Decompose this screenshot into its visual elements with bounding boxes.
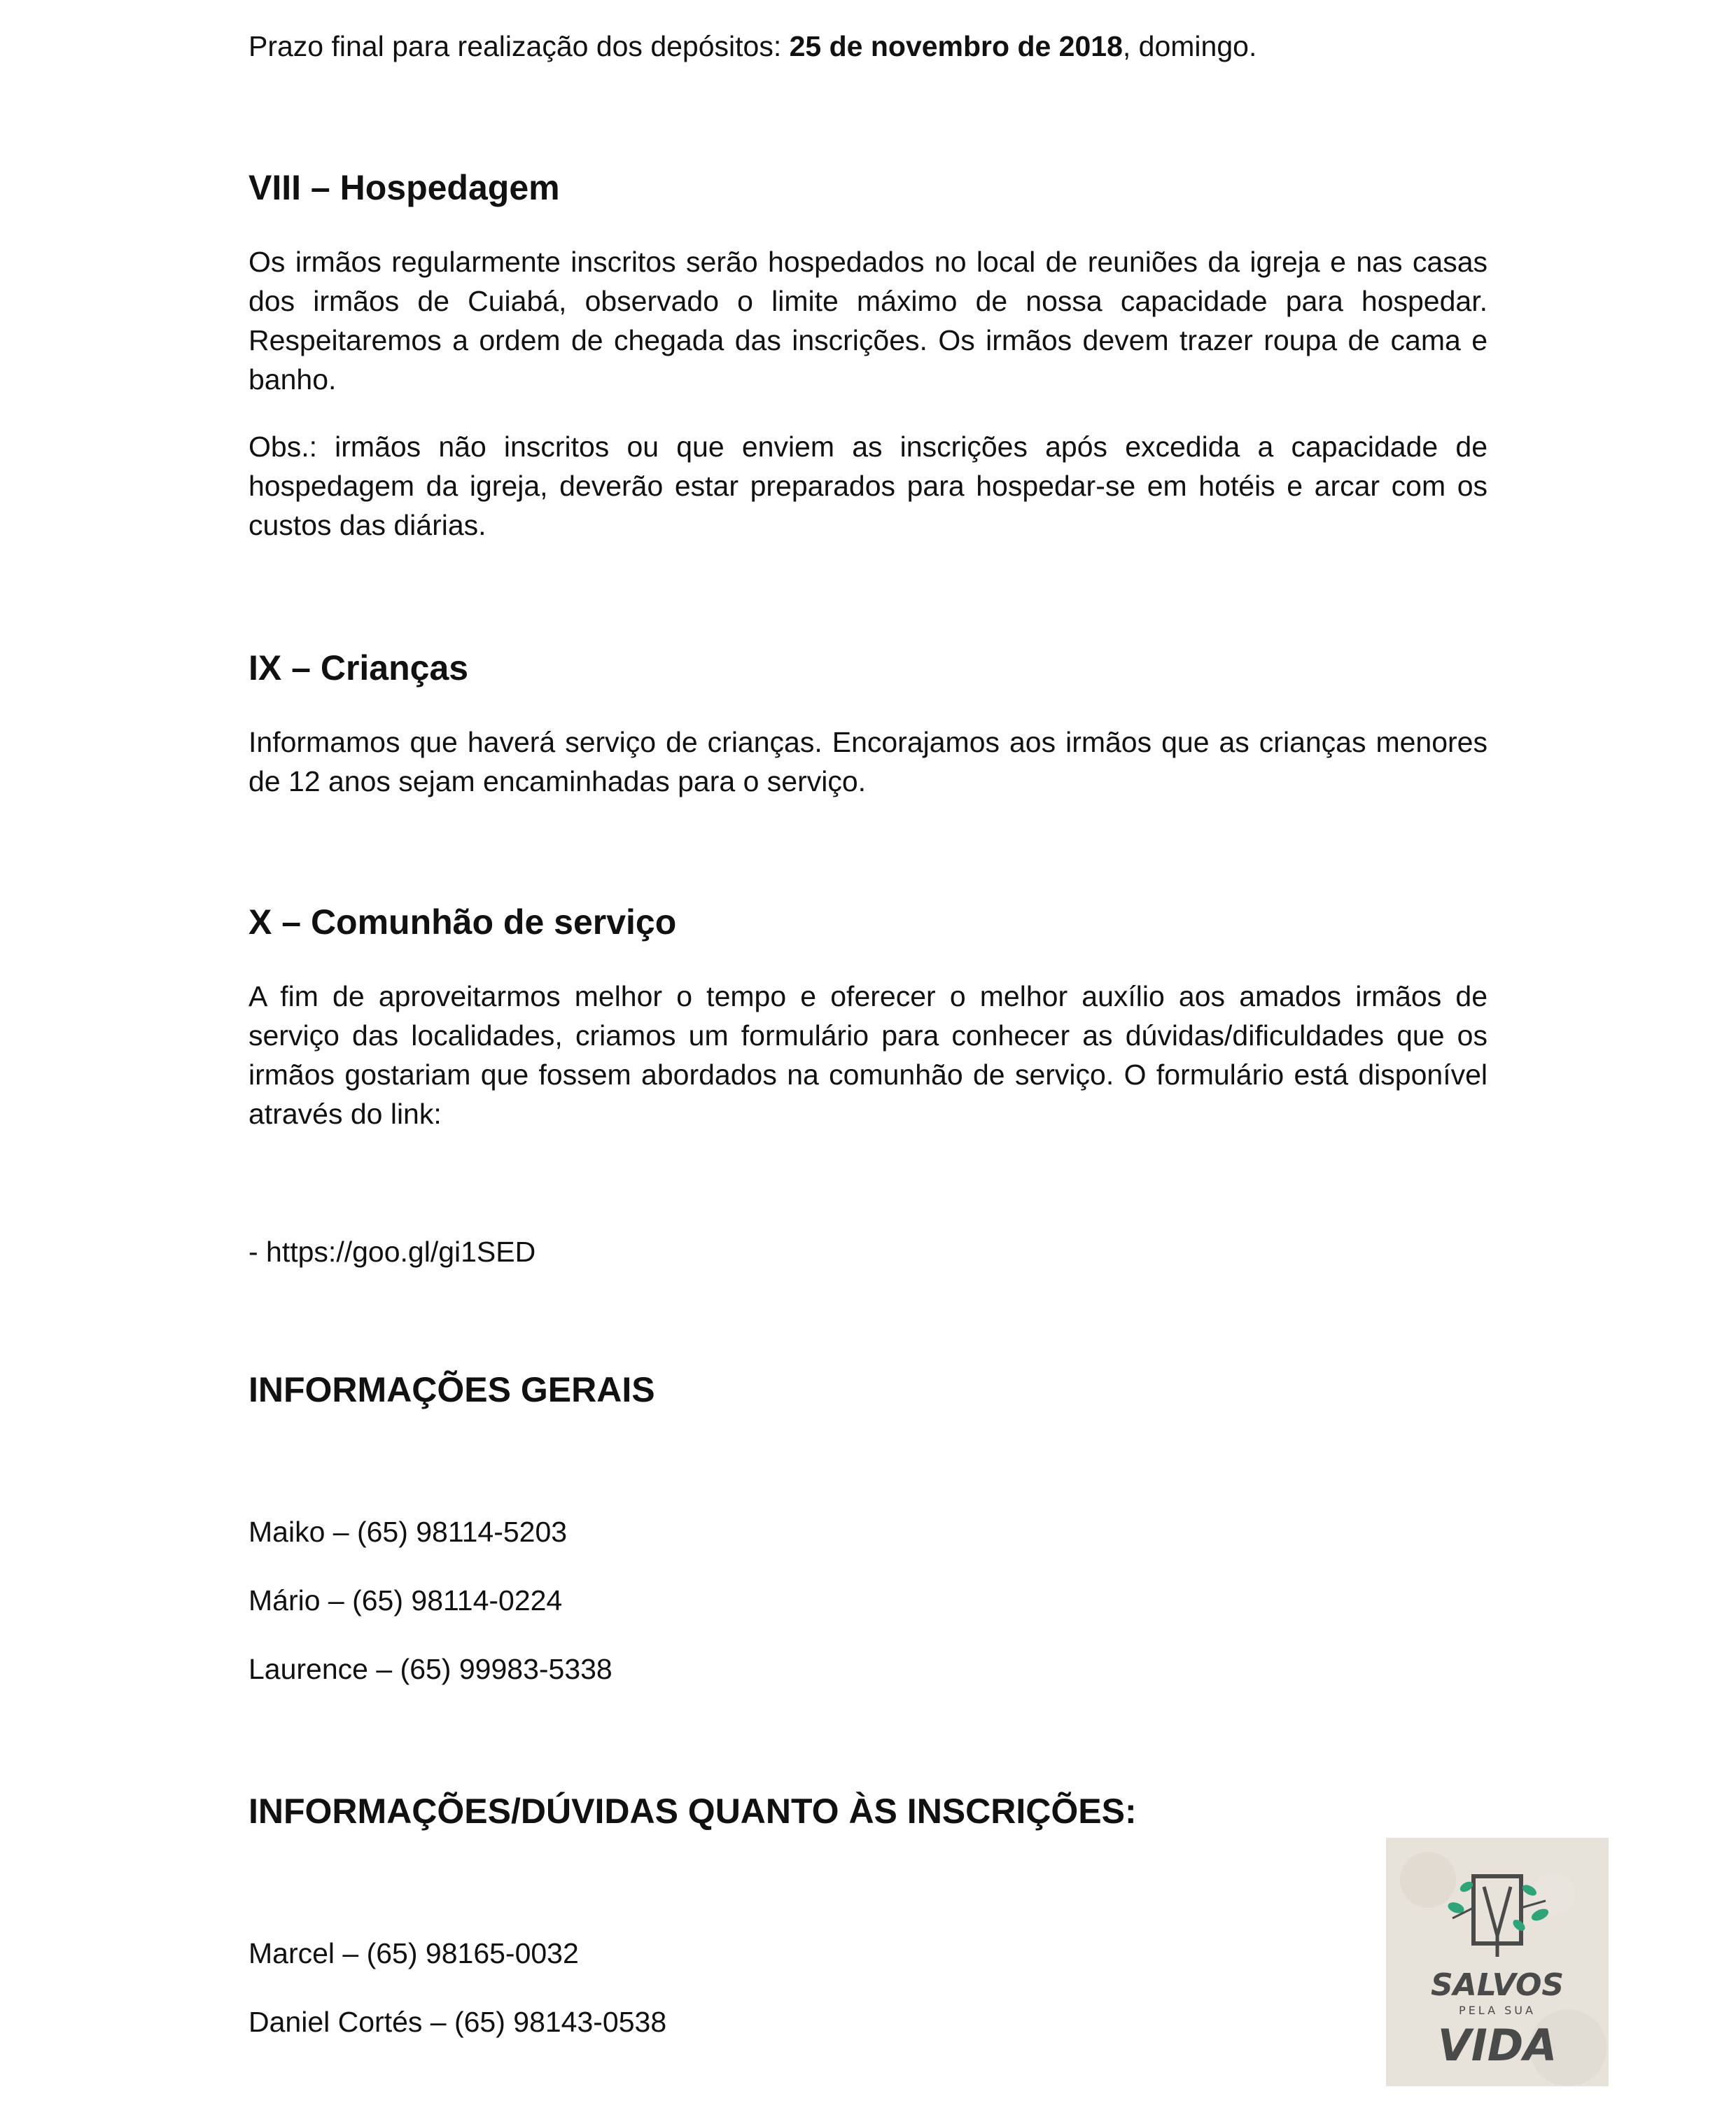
deadline-prefix: Prazo final para realização dos depósitos: — [248, 30, 790, 62]
contact-text: Marcel – (65) 98165-0032 — [248, 1937, 579, 1969]
section-title: X – Comunhão de serviço — [248, 902, 677, 942]
paragraph: Informamos que haverá serviço de crianças. Encorajamos aos irmãos que as crianças menores de 12 anos sejam encaminhadas para o serviço. — [248, 726, 1488, 797]
contact-item — [248, 1934, 1488, 1973]
contact-text: Mário – (65) 98114-0224 — [248, 1584, 563, 1617]
section-title: INFORMAÇÕES GERAIS — [248, 1370, 655, 1409]
logo-graphic — [1386, 1838, 1609, 2086]
paragraph: Obs.: irmãos não inscritos ou que enviem as inscrições após excedida a capacidade de hospedagem da igreja, deverão estar preparados para hospedar-se em hotéis e arcar com os custos das diárias. — [248, 431, 1488, 541]
contact-text: Maiko – (65) 98114-5203 — [248, 1516, 568, 1548]
contact-item — [248, 1581, 1488, 1620]
contact-item — [248, 1512, 1488, 1551]
section-info-inscricoes — [248, 1790, 1488, 1832]
contact-item — [248, 1649, 1488, 1689]
section-criancas — [248, 647, 1488, 689]
deposit-deadline — [248, 27, 1488, 66]
paragraph: A fim de aproveitarmos melhor o tempo e oferecer o melhor auxílio aos amados irmãos de serviço das localidades, criamos um formulário para conhecer as dúvidas/dificuldades que os irmãos gostariam que fossem abordados na comunhão de serviço. O formulário está disponível através do link: — [248, 980, 1488, 1130]
deadline-suffix: , domingo. — [1122, 30, 1257, 62]
hospedagem-paragraph-1 — [248, 242, 1488, 399]
contact-text: Daniel Cortés – (65) 98143-0538 — [248, 2006, 667, 2038]
section-title: IX – Crianças — [248, 648, 469, 687]
contact-text: Laurence – (65) 99983-5338 — [248, 1653, 612, 1685]
logo-line-1: SALVOS — [1430, 1967, 1564, 2003]
section-title: INFORMAÇÕES/DÚVIDAS QUANTO ÀS INSCRIÇÕES: — [248, 1792, 1137, 1831]
paragraph: Os irmãos regularmente inscritos serão hospedados no local de reuniões da igreja e nas casas dos irmãos de Cuiabá, observado o limite máximo de nossa capacidade para hospedar. Respeitaremos a ordem de chegada das inscrições. Os irmãos devem trazer roupa de cama e banho. — [248, 246, 1488, 396]
contact-item — [248, 2002, 1488, 2041]
criancas-paragraph — [248, 723, 1488, 801]
comunhao-paragraph — [248, 977, 1488, 1133]
section-hospedagem — [248, 167, 1488, 209]
form-link[interactable] — [248, 1232, 1488, 1271]
section-info-gerais — [248, 1369, 1488, 1411]
logo-line-2: PELA SUA — [1459, 2004, 1536, 2017]
section-title: VIII – Hospedagem — [248, 168, 560, 207]
logo-line-3: VIDA — [1437, 2020, 1558, 2071]
deadline-date: 25 de novembro de 2018 — [789, 30, 1123, 62]
hospedagem-paragraph-2 — [248, 427, 1488, 545]
section-comunhao — [248, 901, 1488, 943]
form-link-text[interactable]: - https://goo.gl/gi1SED — [248, 1236, 536, 1268]
salvos-pela-sua-vida-logo — [1386, 1838, 1609, 2086]
